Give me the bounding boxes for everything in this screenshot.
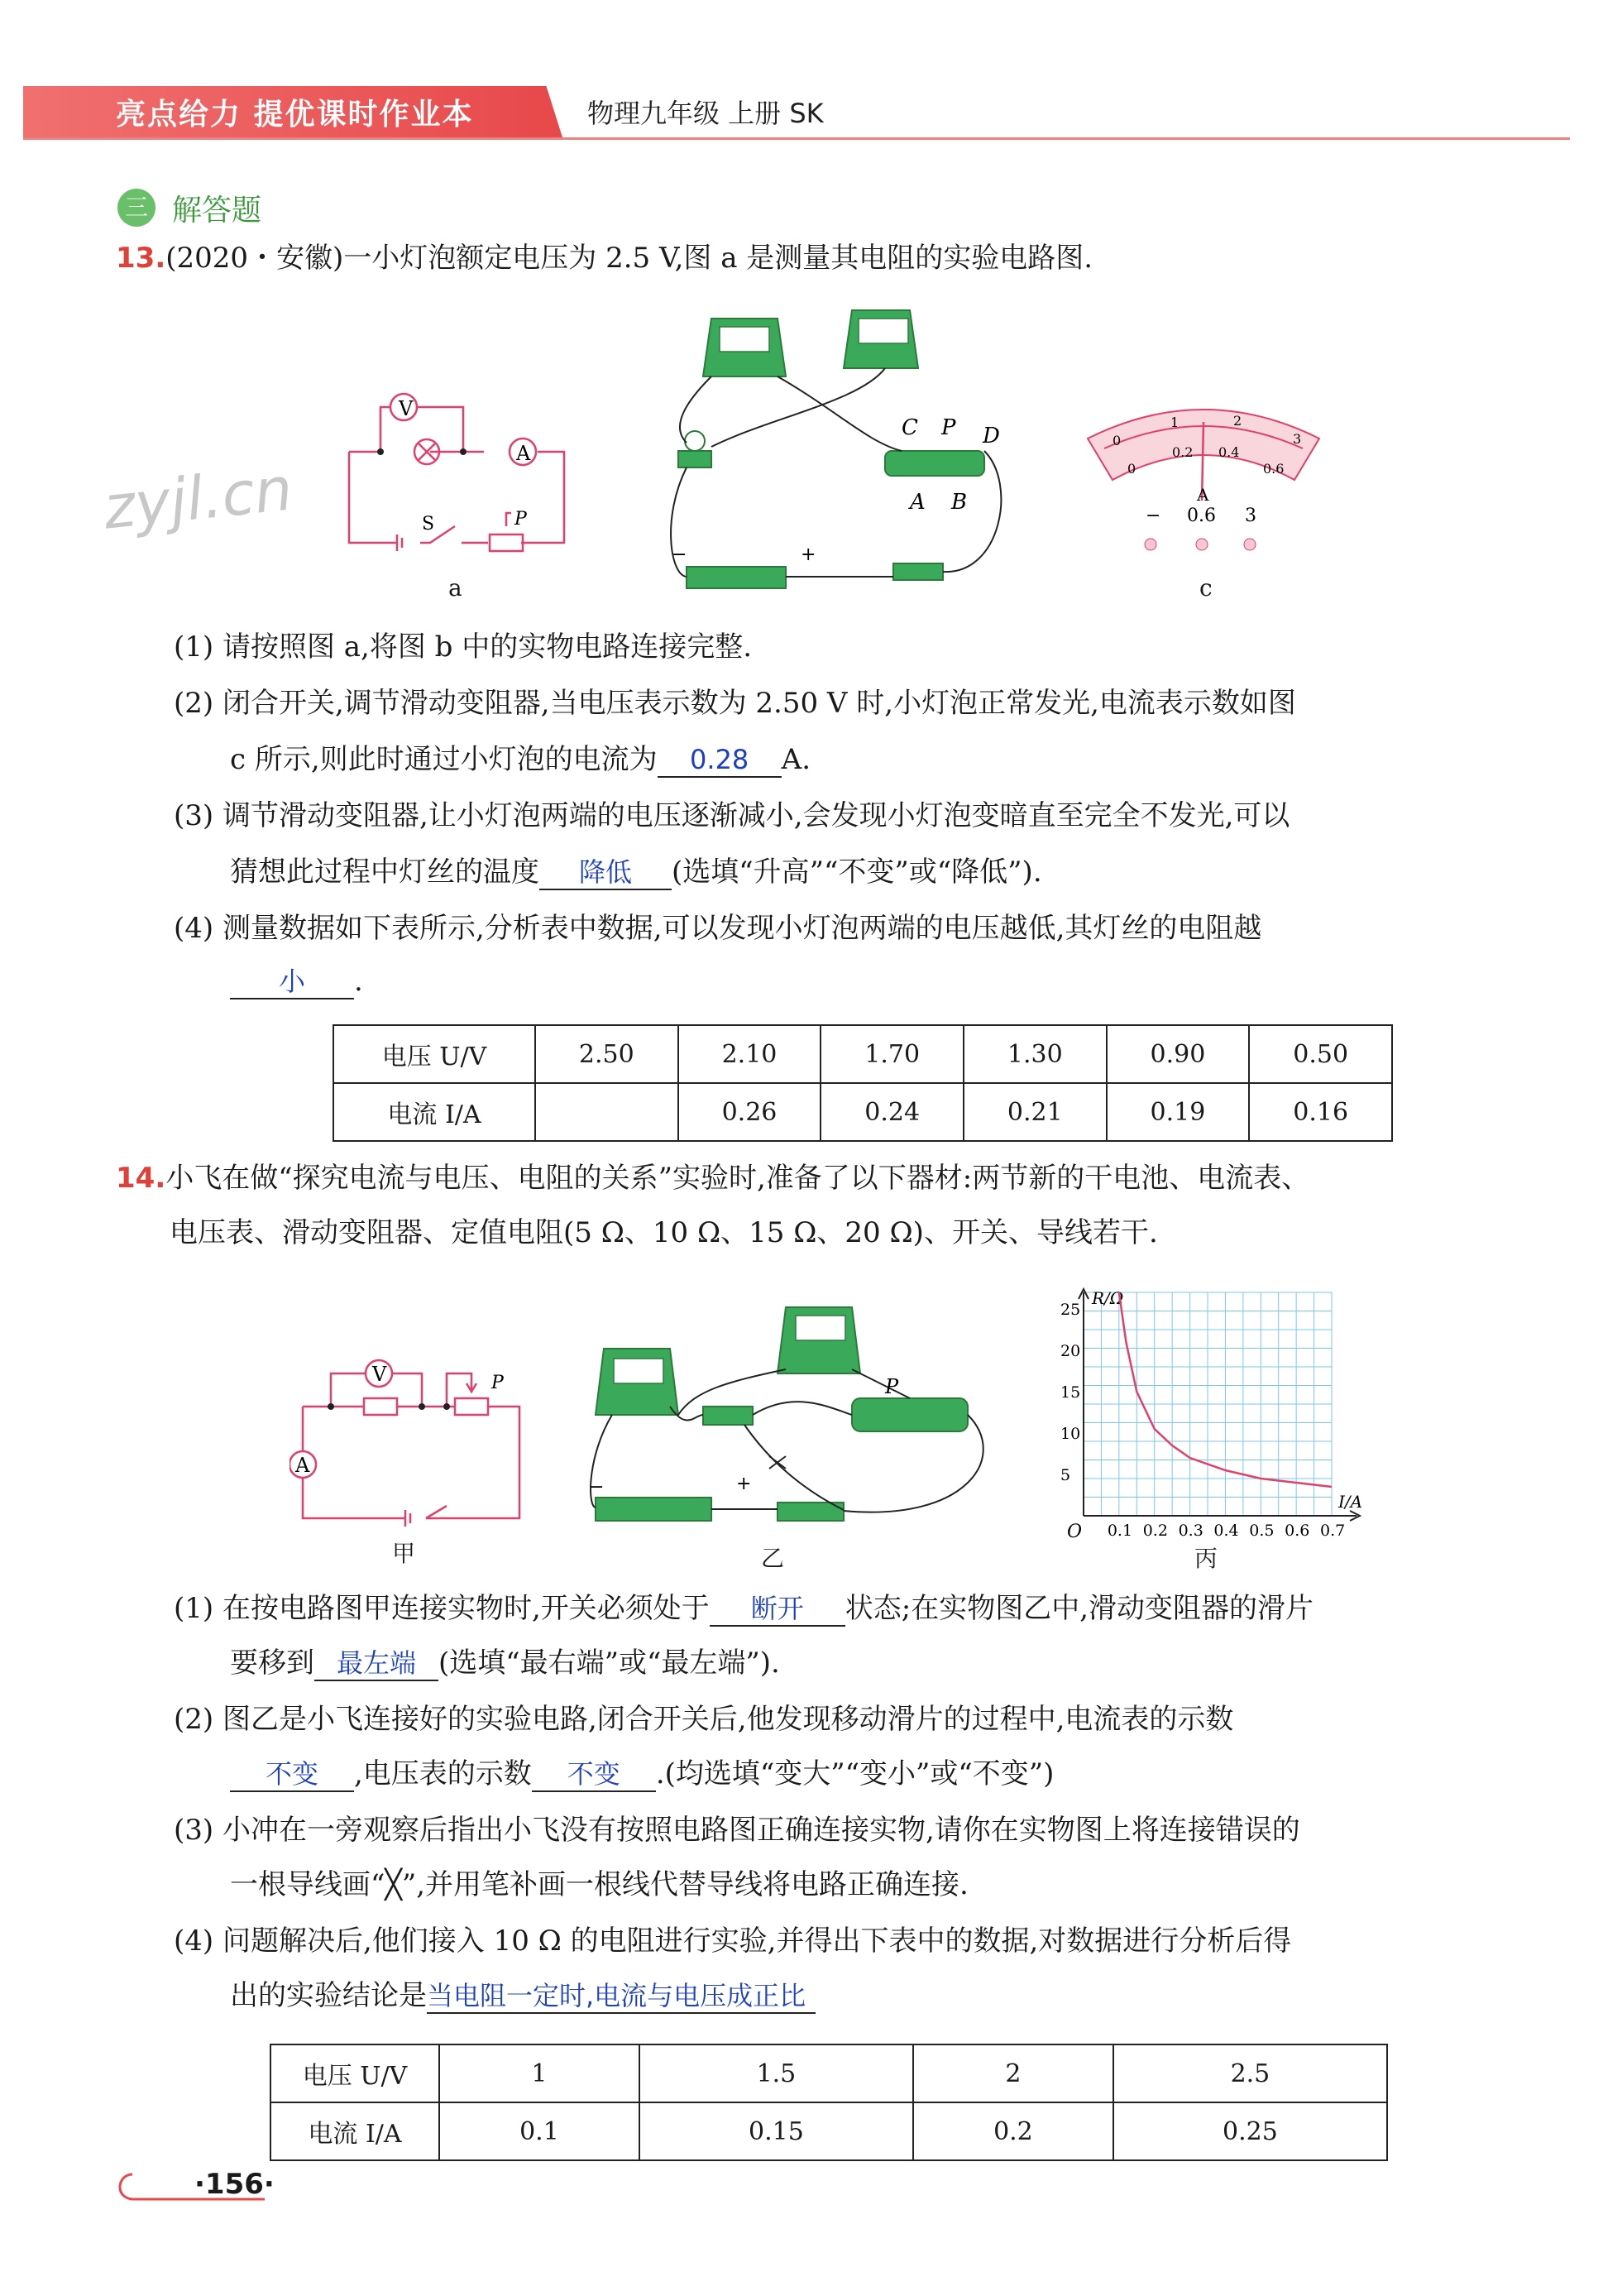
table-cell: 0.90 bbox=[1107, 1025, 1250, 1083]
fig-b-label-d: D bbox=[983, 424, 1000, 448]
section-title: 解答题 bbox=[172, 194, 262, 228]
fig-a-label-s: S bbox=[422, 514, 435, 534]
table-cell: 0.50 bbox=[1249, 1025, 1392, 1083]
fig-b-label-c: C bbox=[902, 415, 918, 440]
q14-data-table bbox=[270, 2044, 1388, 2161]
table-cell bbox=[535, 1083, 678, 1141]
x-tick-label: 0.6 bbox=[1285, 1522, 1310, 1539]
table-cell: 0.1 bbox=[439, 2102, 639, 2160]
jia-label-p: P bbox=[491, 1373, 504, 1393]
table-cell: 2.50 bbox=[535, 1025, 678, 1083]
table-cell: 0.15 bbox=[639, 2102, 913, 2160]
q14-p2b-mid: ,电压表的示数 bbox=[354, 1757, 532, 1790]
table-cell: 0.25 bbox=[1113, 2102, 1387, 2160]
table-cell: 电压 U/V bbox=[333, 1025, 535, 1083]
table-cell: 0.26 bbox=[678, 1083, 821, 1141]
table-cell: 电流 I/A bbox=[333, 1083, 535, 1141]
section-icon: 三 bbox=[117, 189, 156, 227]
watermark: zyjl.cn bbox=[100, 453, 296, 543]
q14-p3a: (3) 小冲在一旁观察后指出小飞没有按照电路图正确连接实物,请你在实物图上将连接错误的 bbox=[174, 1814, 1300, 1847]
q14-p2b bbox=[230, 1757, 1054, 1792]
dial-unit: A bbox=[1197, 485, 1209, 505]
fig-b-label-p: P bbox=[941, 415, 956, 440]
q14-p3b: 一根导线画“╳”,并用笔补画一根线代替导线将电路正确连接. bbox=[230, 1868, 969, 1901]
q14-number: 14. bbox=[116, 1162, 166, 1195]
chart-ylabel: R/Ω bbox=[1092, 1288, 1124, 1308]
q14-p1a-pre: (1) 在按电路图甲连接实物时,开关必须处于 bbox=[174, 1592, 710, 1625]
x-tick-label: 0.7 bbox=[1320, 1522, 1346, 1539]
dial-bottom-0: 0 bbox=[1127, 461, 1136, 477]
table-cell: 1.30 bbox=[964, 1025, 1107, 1083]
x-tick-label: 0.1 bbox=[1107, 1522, 1133, 1539]
q14-p1a-post: 状态;在实物图乙中,滑动变阻器的滑片 bbox=[845, 1592, 1314, 1625]
yi-label-p: P bbox=[885, 1375, 899, 1398]
switch-icon bbox=[893, 563, 943, 580]
header-rule bbox=[23, 137, 1570, 140]
q13-p3b-pre: 猜想此过程中灯丝的温度 bbox=[230, 856, 539, 889]
chart-xlabel: I/A bbox=[1338, 1492, 1363, 1512]
q13-p2-answer: 0.28 bbox=[658, 743, 782, 778]
q14-p4b-pre: 出的实验结论是 bbox=[230, 1979, 427, 2012]
q14-p2a: (2) 图乙是小飞连接好的实验电路,闭合开关后,他发现移动滑片的过程中,电流表的示数 bbox=[174, 1703, 1234, 1736]
table-cell: 电压 U/V bbox=[270, 2044, 439, 2102]
q14-fig-jia-caption: 甲 bbox=[392, 1540, 416, 1567]
q13-p2b bbox=[230, 743, 811, 778]
q13-p3b bbox=[230, 856, 1042, 890]
q13-p1: (1) 请按照图 a,将图 b 中的实物电路连接完整. bbox=[174, 630, 753, 664]
y-tick-label: 10 bbox=[1060, 1425, 1081, 1443]
q14-p4b bbox=[230, 1979, 816, 2014]
q14-fig-yi-caption: 乙 bbox=[761, 1545, 785, 1572]
table-cell: 0.19 bbox=[1107, 1083, 1250, 1141]
fig-a-label-v: V bbox=[399, 397, 414, 420]
y-axis bbox=[1079, 1289, 1089, 1516]
dial-bottom-0.6: 0.6 bbox=[1263, 461, 1285, 477]
q14-fig-bing-caption: 丙 bbox=[1194, 1545, 1218, 1572]
banner-title: 亮点给力 提优课时作业本 bbox=[116, 98, 474, 132]
q14-p1b-post: (选填“最右端”或“最左端”). bbox=[438, 1647, 780, 1680]
fig-b-label-a: A bbox=[910, 490, 926, 515]
q14-p1-answer2: 最左端 bbox=[314, 1647, 438, 1681]
fig-a-label-p: P bbox=[514, 509, 527, 530]
q13-p4a: (4) 测量数据如下表所示,分析表中数据,可以发现小灯泡两端的电压越低,其灯丝的电阻越 bbox=[174, 912, 1262, 945]
rheostat-icon bbox=[885, 451, 984, 476]
fig-a-label-a: A bbox=[516, 442, 531, 465]
table-row bbox=[270, 2102, 1387, 2160]
q14-p2-answer1: 不变 bbox=[230, 1757, 354, 1792]
fig-b-label-plus: + bbox=[801, 544, 816, 565]
table-cell: 0.16 bbox=[1249, 1083, 1392, 1141]
dial-bottom-0.4: 0.4 bbox=[1218, 444, 1240, 460]
rheostat-icon bbox=[852, 1398, 968, 1431]
jia-label-v: V bbox=[372, 1363, 387, 1386]
table-cell: 0.2 bbox=[913, 2102, 1113, 2160]
q13-p2a: (2) 闭合开关,调节滑动变阻器,当电压表示数为 2.50 V 时,小灯泡正常发光,电流表示数如图 bbox=[174, 687, 1296, 720]
battery-icon bbox=[687, 567, 786, 588]
q13-p3-answer: 降低 bbox=[539, 856, 672, 890]
q13-stem-text: (2020・安徽)一小灯泡额定电压为 2.5 V,图 a 是测量其电阻的实验电路图. bbox=[165, 242, 1093, 275]
battery-icon bbox=[596, 1498, 711, 1521]
q14-p1b bbox=[230, 1647, 780, 1681]
q13-fig-c-caption: c bbox=[1199, 574, 1213, 602]
jia-label-a: A bbox=[295, 1454, 310, 1477]
q13-p4-post: . bbox=[354, 965, 363, 998]
bulb-icon bbox=[685, 431, 705, 451]
x-tick-label: 0.4 bbox=[1213, 1522, 1239, 1539]
table-row bbox=[270, 2044, 1387, 2102]
q14-p2-answer2: 不变 bbox=[532, 1757, 656, 1792]
dial-terminal-neg: − bbox=[1146, 506, 1161, 526]
q14-p1b-pre: 要移到 bbox=[230, 1647, 314, 1680]
q13-ammeter-dial-c bbox=[1079, 389, 1328, 571]
y-tick-label: 25 bbox=[1060, 1301, 1081, 1319]
table-cell: 0.21 bbox=[964, 1083, 1107, 1141]
table-cell: 2 bbox=[913, 2044, 1113, 2102]
dial-terminal-3: 3 bbox=[1245, 506, 1256, 526]
dial-terminal-0.6: 0.6 bbox=[1187, 506, 1216, 526]
q14-p1a bbox=[174, 1592, 1314, 1627]
fig-b-label-minus: − bbox=[672, 544, 687, 565]
bulb-base-icon bbox=[678, 451, 711, 467]
dial-top-1: 1 bbox=[1170, 415, 1180, 430]
resistor-icon bbox=[703, 1407, 753, 1425]
y-tick-label: 5 bbox=[1060, 1466, 1071, 1484]
x-tick-label: 0.5 bbox=[1249, 1522, 1275, 1539]
q14-p1-answer1: 断开 bbox=[710, 1592, 845, 1627]
dial-top-3: 3 bbox=[1293, 431, 1302, 447]
y-tick-label: 20 bbox=[1060, 1342, 1081, 1360]
dial-bottom-0.2: 0.2 bbox=[1172, 444, 1194, 460]
table-cell: 1.5 bbox=[639, 2044, 913, 2102]
q14-circuit-diagram-jia bbox=[289, 1340, 529, 1531]
q14-physical-circuit-yi bbox=[579, 1291, 1026, 1539]
q13-physical-circuit-b bbox=[653, 302, 1026, 600]
table-row bbox=[333, 1025, 1392, 1083]
y-tick-label: 15 bbox=[1060, 1383, 1081, 1402]
table-row bbox=[333, 1083, 1392, 1141]
q13-data-table bbox=[333, 1024, 1393, 1142]
q13-p4b bbox=[230, 965, 363, 999]
q13-fig-a-caption: a bbox=[448, 574, 462, 602]
yi-label-minus: − bbox=[589, 1477, 605, 1498]
x-axis bbox=[1084, 1511, 1360, 1521]
table-cell: 2.10 bbox=[678, 1025, 821, 1083]
q13-p3b-post: (选填“升高”“不变”或“降低”). bbox=[672, 856, 1042, 889]
dial-top-2: 2 bbox=[1233, 413, 1242, 429]
q14-stem1-text: 小飞在做“探究电流与电压、电阻的关系”实验时,准备了以下器材:两节新的干电池、电流表、 bbox=[165, 1162, 1310, 1195]
dial-top-0: 0 bbox=[1113, 433, 1122, 448]
q14-p4-answer: 当电阻一定时,电流与电压成正比 bbox=[427, 1979, 816, 2014]
q13-p2b-pre: c 所示,则此时通过小灯泡的电流为 bbox=[230, 743, 658, 776]
q13-p2b-post: A. bbox=[781, 743, 811, 776]
table-cell: 电流 I/A bbox=[270, 2102, 439, 2160]
page-number: ·156· bbox=[194, 2168, 275, 2201]
table-cell: 0.24 bbox=[821, 1083, 964, 1141]
q13-p4-answer: 小 bbox=[230, 965, 354, 999]
q14-stem1 bbox=[116, 1162, 1309, 1195]
q13-number: 13. bbox=[116, 242, 166, 275]
book-subtitle: 物理九年级 上册 SK bbox=[587, 98, 824, 129]
q13-circuit-diagram-a bbox=[331, 381, 596, 604]
yi-label-plus: + bbox=[736, 1474, 752, 1494]
q13-p3a: (3) 调节滑动变阻器,让小灯泡两端的电压逐渐减小,会发现小灯泡变暗直至完全不发光,可以 bbox=[174, 799, 1290, 832]
x-tick-label: 0.3 bbox=[1178, 1522, 1203, 1539]
chart-origin: O bbox=[1067, 1522, 1083, 1539]
q13-stem bbox=[116, 242, 1093, 275]
x-tick-label: 0.2 bbox=[1142, 1522, 1168, 1539]
q14-p2b-post: .(均选填“变大”“变小”或“不变”) bbox=[655, 1757, 1055, 1790]
q14-ri-chart bbox=[1017, 1274, 1390, 1539]
q14-stem2: 电压表、滑动变阻器、定值电阻(5 Ω、10 Ω、15 Ω、20 Ω)、开关、导线若干. bbox=[170, 1216, 1158, 1249]
fig-b-label-b: B bbox=[951, 490, 968, 515]
q14-p4a: (4) 问题解决后,他们接入 10 Ω 的电阻进行实验,并得出下表中的数据,对数据进行分析后得 bbox=[174, 1925, 1292, 1958]
table-cell: 1 bbox=[439, 2044, 639, 2102]
table-cell: 2.5 bbox=[1113, 2044, 1387, 2102]
table-cell: 1.70 bbox=[821, 1025, 964, 1083]
